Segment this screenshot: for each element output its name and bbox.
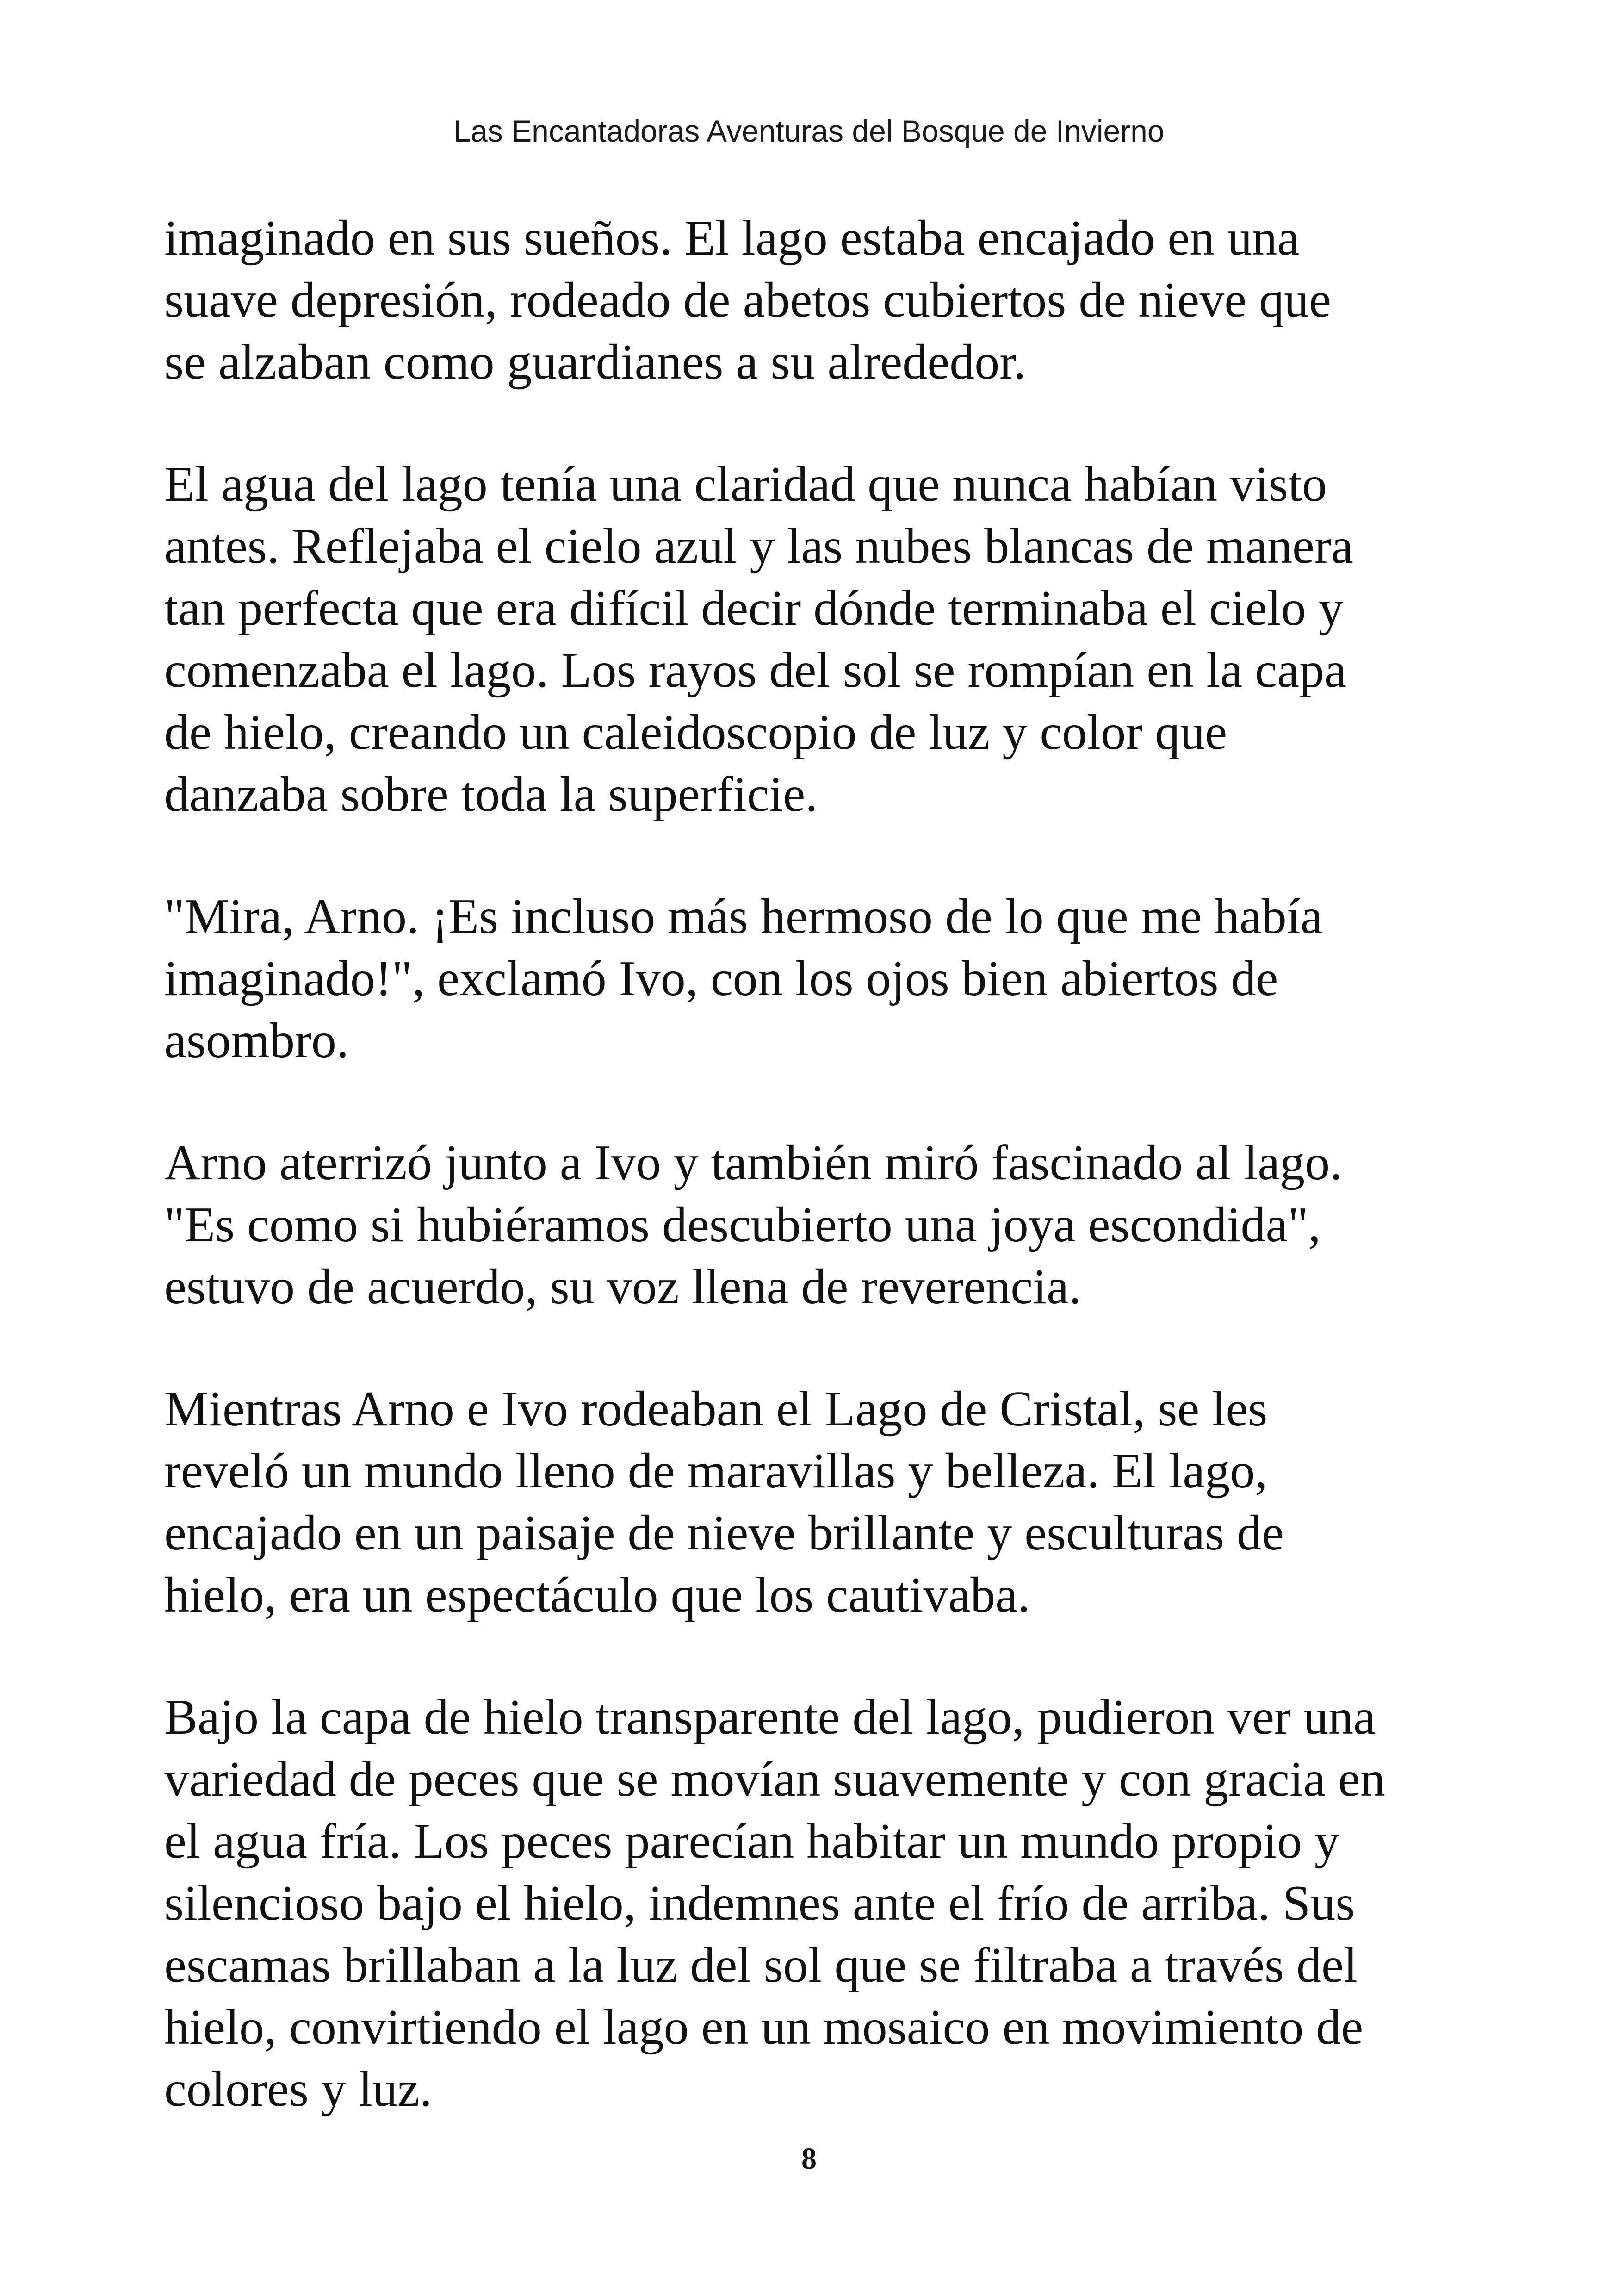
running-header-title: Las Encantadoras Aventuras del Bosque de Invierno <box>453 114 1165 148</box>
body-text <box>164 207 1478 2181</box>
text-line: variedad de peces que se movían suavemente y con gracia en <box>164 1752 1385 1807</box>
text-line: Bajo la capa de hielo transparente del lago, pudieron ver una <box>164 1690 1376 1745</box>
paragraph <box>164 454 1478 826</box>
paragraph <box>164 207 1478 393</box>
text-line: hielo, convirtiendo el lago en un mosaico en movimiento de <box>164 2000 1364 2055</box>
text-line: de hielo, creando un caleidoscopio de luz y color que <box>164 705 1227 760</box>
text-line: se alzaban como guardianes a su alrededor. <box>164 335 1026 390</box>
text-line: tan perfecta que era difícil decir dónde terminaba el cielo y <box>164 581 1344 636</box>
text-line: imaginado!", exclamó Ivo, con los ojos bien abiertos de <box>164 951 1278 1006</box>
text-line: suave depresión, rodeado de abetos cubiertos de nieve que <box>164 273 1332 328</box>
page-number: 8 <box>801 2142 817 2176</box>
text-line: colores y luz. <box>164 2062 432 2117</box>
text-line: comenzaba el lago. Los rayos del sol se rompían en la capa <box>164 643 1347 698</box>
text-line: estuvo de acuerdo, su voz llena de reverencia. <box>164 1259 1082 1314</box>
paragraph <box>164 1132 1478 1318</box>
text-line: imaginado en sus sueños. El lago estaba encajado en una <box>164 211 1300 266</box>
paragraph <box>164 886 1478 1072</box>
text-line: "Mira, Arno. ¡Es incluso más hermoso de lo que me había <box>164 889 1323 944</box>
text-line: El agua del lago tenía una claridad que nunca habían visto <box>164 457 1327 512</box>
text-line: Mientras Arno e Ivo rodeaban el Lago de Cristal, se les <box>164 1381 1268 1437</box>
text-line: danzaba sobre toda la superficie. <box>164 767 818 822</box>
text-line: escamas brillaban a la luz del sol que se filtraba a través del <box>164 1938 1358 1993</box>
text-line: silencioso bajo el hielo, indemnes ante el frío de arriba. Sus <box>164 1876 1355 1931</box>
paragraph <box>164 1686 1478 2121</box>
text-line: antes. Reflejaba el cielo azul y las nubes blancas de manera <box>164 519 1353 574</box>
text-line: encajado en un paisaje de nieve brillante y esculturas de <box>164 1506 1284 1561</box>
text-line: asombro. <box>164 1013 349 1068</box>
text-line: el agua fría. Los peces parecían habitar un mundo propio y <box>164 1814 1340 1869</box>
text-line: Arno aterrizó junto a Ivo y también miró fascinado al lago. <box>164 1135 1343 1190</box>
text-line: hielo, era un espectáculo que los cautivaba. <box>164 1568 1030 1623</box>
text-line: "Es como si hubiéramos descubierto una joya escondida", <box>164 1197 1321 1252</box>
paragraph <box>164 1378 1478 1626</box>
text-line: reveló un mundo lleno de maravillas y belleza. El lago, <box>164 1444 1268 1499</box>
